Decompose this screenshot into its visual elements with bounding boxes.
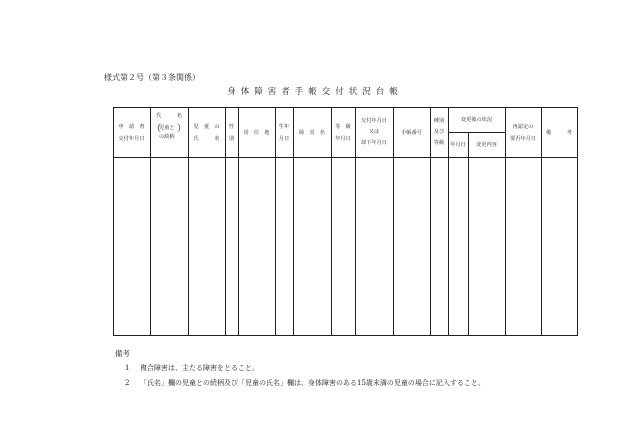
column-divider (541, 107, 542, 336)
header-issue-2: 又は (368, 129, 380, 135)
header-name-3: の続柄 (159, 134, 175, 140)
column-divider (150, 107, 151, 336)
note-text: 「氏名」欄の児童との続柄及び「児童の氏名」欄は、身体障害のある15歳未満の児童の場合に記入すること。 (140, 379, 485, 387)
header-birth-1: 生年 (278, 124, 290, 130)
header-recert-1: 再認定の (512, 124, 534, 130)
header-grade-2: 年月日 (335, 136, 351, 142)
header-application-date-2: 交付年月日 (118, 136, 145, 142)
header-address: 居 住 地 (243, 130, 270, 136)
header-remarks: 備 考 (546, 130, 572, 136)
header-changes: 変更後の状況 (460, 117, 493, 123)
header-divider (113, 157, 578, 158)
subheader-divider (448, 132, 505, 133)
header-name-2: 児童と (159, 125, 175, 131)
note-text: 複合障害は、主たる障害をとること。 (140, 364, 259, 372)
header-name-1: 氏 名 (156, 113, 182, 119)
header-birth-2: 月日 (278, 136, 290, 142)
header-child-name-2: 氏 名 (193, 136, 220, 142)
header-sex-1: 性 (228, 124, 235, 130)
note-item (125, 378, 485, 388)
header-notebook-no: 手帳番号 (401, 130, 422, 136)
table-border-top (113, 107, 578, 108)
document-title: 身体障害者手帳交付状況台帳 (227, 87, 403, 97)
column-divider (238, 107, 239, 336)
column-divider (468, 132, 469, 336)
header-grade-1: 等 級 (335, 124, 351, 130)
form-label: 様式第２号（第３条関係） (104, 73, 200, 82)
header-child-name-1: 児 童 の (193, 124, 220, 130)
header-sex-2: 別 (228, 136, 235, 142)
header-issue-3: 却下年月日 (361, 140, 387, 146)
header-type-3: 等級 (433, 140, 445, 146)
header-changes-content: 変更内容 (476, 142, 497, 148)
column-divider (293, 107, 294, 336)
notes-heading: 備考 (115, 349, 130, 358)
note-item (125, 363, 259, 373)
header-disability-name: 障 害 名 (299, 130, 325, 136)
table-border-right (577, 107, 578, 336)
column-divider (393, 107, 394, 336)
header-type-1: 種別 (433, 118, 445, 124)
table-border-bottom (113, 335, 578, 336)
note-number: 1 (125, 364, 130, 372)
ledger-table (113, 107, 578, 336)
bracket-left-icon: （ (152, 124, 162, 134)
header-type-2: 及び (433, 129, 445, 135)
header-issue-1: 交付年月日 (361, 118, 387, 124)
bracket-right-icon: ） (177, 124, 187, 134)
header-changes-date: 年月日 (450, 142, 466, 148)
note-number: 2 (125, 379, 130, 387)
header-recert-2: 要否年月日 (510, 136, 536, 142)
header-application-date-1: 申 請 書 (118, 124, 145, 130)
